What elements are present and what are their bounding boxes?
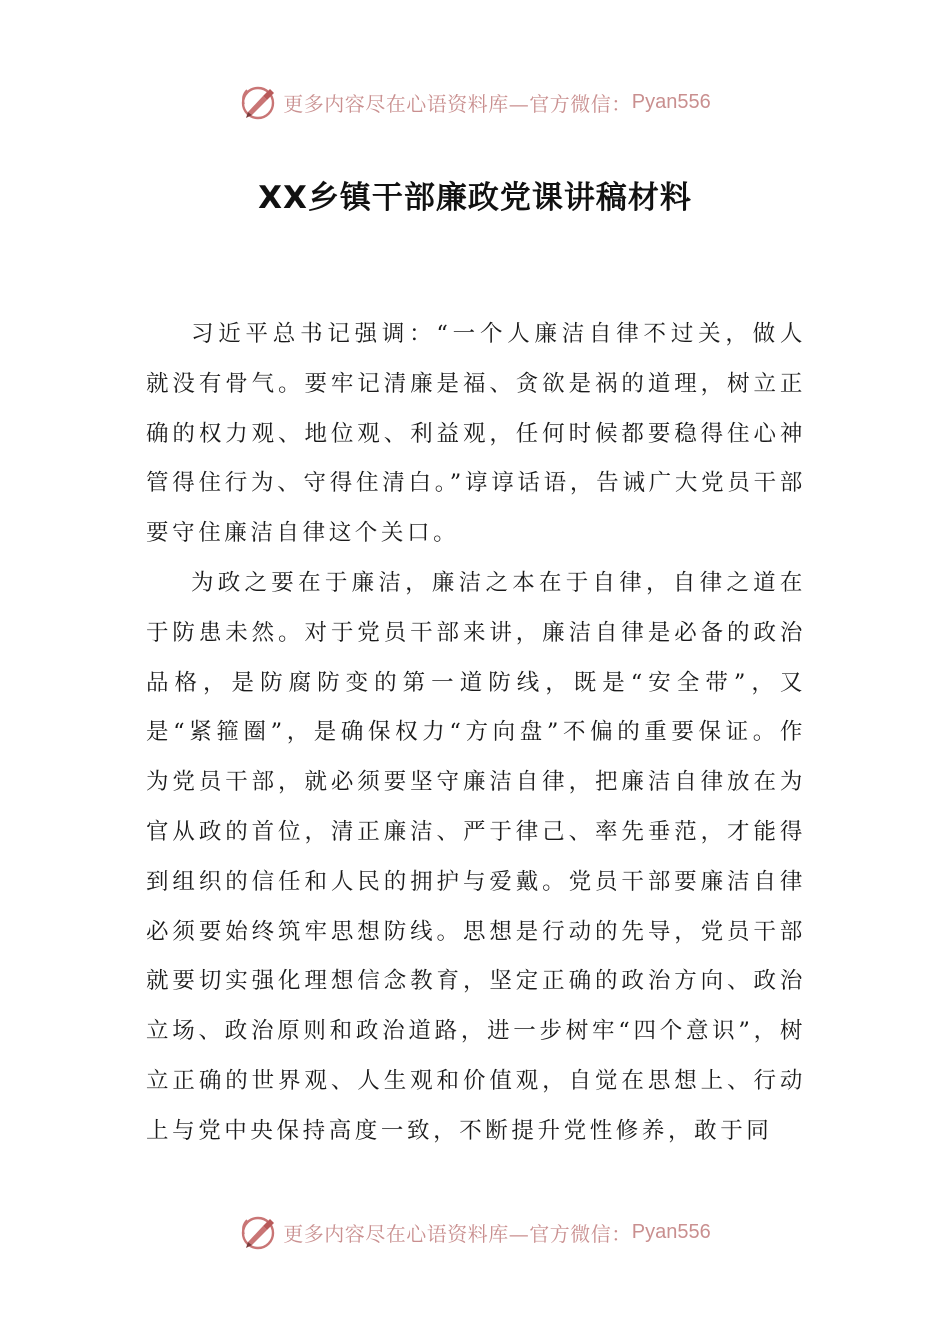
- footer-watermark: [0, 1210, 950, 1254]
- document-body: [146, 310, 806, 1157]
- document-title: XX乡镇干部廉政党课讲稿材料: [258, 180, 692, 216]
- paragraph: 习近平总书记强调：“一个人廉洁自律不过关，做人就没有骨气。要牢记清廉是福、贪欲是祸的道理，树立正确的权力观、地位观、利益观，任何时候都要稳得住心神管得住行为、守得住清白。”谆谆话语，告诫广大党员干部要守住廉洁自律这个关口。: [146, 321, 806, 547]
- watermark-wechat-id: Pyan556: [631, 1220, 711, 1243]
- pen-logo-icon: [239, 82, 279, 122]
- pen-logo-icon: [239, 1212, 279, 1252]
- watermark-text: 更多内容尽在心语资料库—官方微信：: [283, 91, 632, 116]
- watermark-wechat-id: Pyan556: [631, 90, 711, 113]
- watermark-text: 更多内容尽在心语资料库—官方微信：: [283, 1221, 632, 1246]
- paragraph: 为政之要在于廉洁，廉洁之本在于自律，自律之道在于防患未然。对于党员干部来讲，廉洁自律是必备的政治品格，是防腐防变的第一道防线，既是“安全带”，又是“紧箍圈”，是确保权力“方向盘”不偏的重要保证。作为党员干部，就必须要坚守廉洁自律，把廉洁自律放在为官从政的首位，清正廉洁、严于律己、率先垂范，才能得到组织的信任和人民的拥护与爱戴。党员干部要廉洁自律必须要始终筑牢思想防线。思想是行动的先导，党员干部就要切实强化理想信念教育，坚定正确的政治方向、政治立场、政治原则和政治道路，进一步树牢“四个意识”，树立正确的世界观、人生观和价值观，自觉在思想上、行动上与党中央保持高度一致，不断提升党性修养，敢于同: [146, 569, 806, 1144]
- header-watermark: [0, 80, 950, 124]
